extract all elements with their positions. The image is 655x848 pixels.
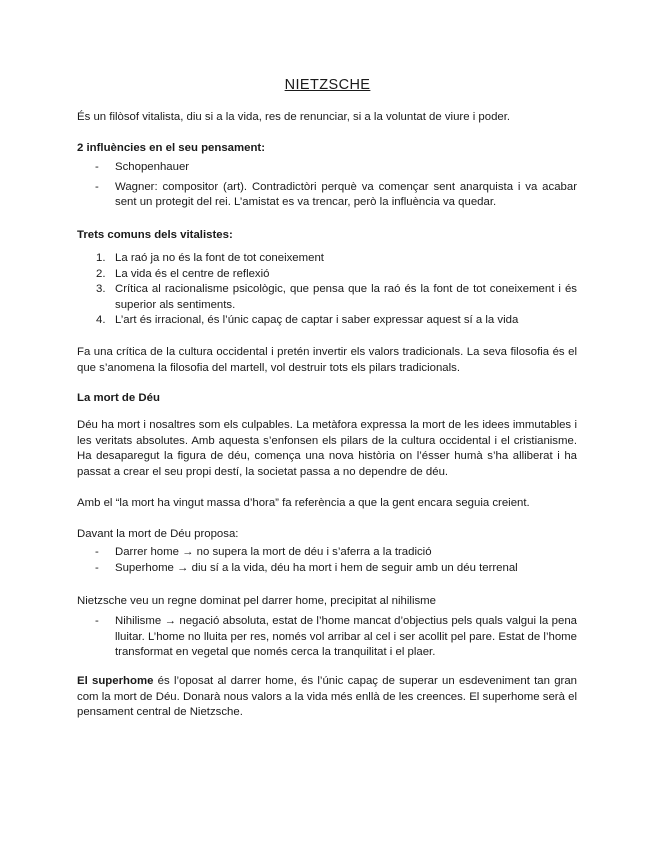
trait-text: La raó ja no és la font de tot coneixement [115,252,324,264]
list-item [77,313,577,329]
death-of-god-heading: La mort de Déu [77,392,160,404]
influences-list [77,160,577,211]
list-item [77,160,577,176]
list-item [77,614,577,661]
influences-heading: 2 influències en el seu pensament: [77,142,266,154]
death-of-god-paragraph: Déu ha mort i nosaltres som els culpables. La metàfora expressa la mort de les idees immutables i les veritats absolutes. Amb aquesta s’enfonsen els pilars de la cultura occidental i el cristianisme. Ha desaparegut la figura de déu, comença una nova història on l’ésser humà s’ha alliberat i ha passat a crear el seu propi destí, la societat passa a no dependre de déu. [77,419,577,478]
proposal-list [77,545,577,576]
proposal-text: Superhome → diu sí a la vida, déu ha mort i hem de seguir amb un déu terrenal [115,561,518,574]
bullet-marker: - [95,180,99,193]
list-item [77,545,577,561]
trait-text: L’art és irracional, és l’únic capaç de captar i saber expressar aquest sí a la vida [115,314,519,327]
bullet-marker: - [95,546,99,558]
bullet-marker: - [95,161,99,173]
superhome-text: és l’oposat al darrer home, és l’únic capaç de superar un esdeveniment tan gran com la mort de Déu. Donarà nous valors a la vida més enllà de les creences. El superhome serà el pensament central de Nietzsche. [77,675,578,719]
nihilism-text: Nihilisme → negació absoluta, estat de l’home mancat d’objectius pels quals valgui la pena lluitar. L’home no lluita per res, només vol arribar al cel i ser acollit pel pare. Estat de l’home transformat en vegetal que només cerca la tranquilitat i el plaer. [115,615,577,659]
list-item [77,282,577,313]
page-title: NIETZSCHE [284,77,371,93]
bullet-marker: - [95,561,99,574]
list-item [77,251,577,267]
list-item [77,561,577,577]
bullet-marker: - [95,615,99,627]
intro-paragraph: És un filòsof vitalista, diu si a la vida, res de renunciar, si a la voluntat de viure i poder. [77,111,511,123]
nihilism-list [77,614,577,661]
influence-text: Schopenhauer [115,161,190,173]
list-number: 2. [96,267,106,280]
list-number: 3. [96,283,106,296]
critique-paragraph: Fa una crítica de la cultura occidental i pretén invertir els valors tradicionals. La seva filosofia és el que s’anomena la filosofia del martell, vol destruir tots els pilars tradicionals. [77,346,577,374]
list-item [77,267,577,283]
trait-text: La vida és el centre de reflexió [115,267,270,280]
superhome-term: El superhome [77,675,154,687]
influence-text: Wagner: compositor (art). Contradictòri perquè va començar sent anarquista i va acabar sent un protegit del rei. L’amistat es va trencar, però la influència va quedar. [115,180,577,209]
proposal-intro: Davant la mort de Déu proposa: [77,528,239,540]
trait-text: Crítica al racionalisme psicològic, que pensa que la raó és la font de tot coneixement i és superior als sentiments. [115,283,577,311]
traits-list [77,251,577,329]
superhome-paragraph [77,674,577,721]
nihilism-intro: Nietzsche veu un regne dominat pel darrer home, precipitat al nihilisme [77,595,436,607]
list-number: 4. [96,314,106,327]
list-item [77,180,577,211]
proposal-text: Darrer home → no supera la mort de déu i s’aferra a la tradició [115,546,432,558]
late-quote-paragraph: Amb el “la mort ha vingut massa d’hora” fa referència a que la gent encara seguia creient. [77,497,530,509]
list-number: 1. [96,252,106,264]
traits-heading: Trets comuns dels vitalistes: [77,229,233,241]
